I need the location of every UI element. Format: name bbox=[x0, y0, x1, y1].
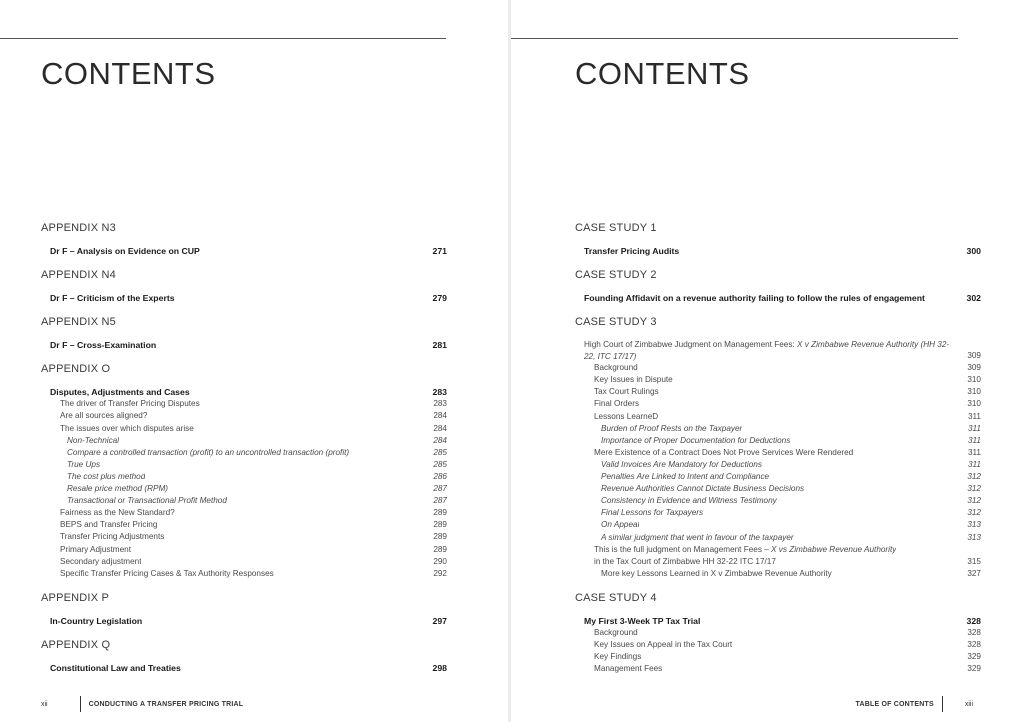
toc-entry[interactable] bbox=[575, 556, 981, 568]
toc-entry[interactable] bbox=[575, 495, 981, 507]
top-rule bbox=[0, 38, 446, 39]
toc-entry-title-text: Dr F – Analysis on Evidence on CUP bbox=[50, 246, 200, 256]
table-of-contents bbox=[41, 221, 447, 674]
toc-entry[interactable] bbox=[41, 447, 447, 459]
toc-entry-page: 289 bbox=[433, 520, 447, 530]
toc-entry[interactable] bbox=[41, 292, 447, 304]
toc-entry-page: 312 bbox=[967, 472, 981, 482]
toc-entry-title bbox=[41, 507, 175, 519]
toc-entry-title bbox=[41, 447, 349, 459]
toc-entry-title-text: Valid Invoices Are Mandatory for Deductions bbox=[601, 459, 762, 469]
toc-entry-title bbox=[41, 459, 100, 471]
toc-entry[interactable] bbox=[41, 507, 447, 519]
toc-entry-page: 311 bbox=[967, 411, 981, 421]
section-heading: APPENDIX N4 bbox=[41, 269, 116, 282]
toc-entry-title-text: Disputes, Adjustments and Cases bbox=[50, 387, 190, 398]
toc-entry-title-text: Specific Transfer Pricing Cases & Tax Authority Responses bbox=[60, 568, 274, 578]
toc-entry-page: 315 bbox=[967, 556, 981, 566]
toc-entry-title-text: More key Lessons Learned in X v Zimbabwe Revenue Authority bbox=[601, 568, 832, 578]
top-rule bbox=[511, 38, 958, 39]
toc-entry[interactable] bbox=[41, 339, 447, 351]
toc-entry-title-text: In-Country Legislation bbox=[50, 615, 143, 626]
toc-entry-page: 279 bbox=[432, 293, 447, 304]
toc-entry-title bbox=[41, 398, 200, 410]
toc-entry-title bbox=[41, 471, 145, 483]
toc-entry[interactable] bbox=[575, 398, 981, 410]
toc-entry[interactable] bbox=[575, 447, 981, 459]
toc-entry[interactable] bbox=[575, 423, 981, 435]
toc-entry[interactable] bbox=[575, 374, 981, 386]
toc-entry-title-text: My First 3-Week TP Tax Trial bbox=[584, 615, 701, 626]
toc-entry-page: 281 bbox=[432, 340, 447, 351]
toc-entry-title bbox=[41, 615, 142, 627]
toc-entry-page: 310 bbox=[967, 375, 981, 385]
toc-entry-title bbox=[575, 651, 641, 663]
page-title: CONTENTS bbox=[575, 56, 750, 91]
toc-entry-page: 283 bbox=[433, 399, 447, 409]
toc-entry-title bbox=[575, 459, 762, 471]
toc-entry-page: 287 bbox=[433, 496, 447, 506]
toc-entry[interactable] bbox=[575, 568, 981, 580]
toc-entry-title-text: Dr F – Criticism of the Experts bbox=[50, 293, 175, 304]
toc-entry-title-text: Key Issues in Dispute bbox=[594, 375, 673, 385]
footer-page-number: xii bbox=[41, 700, 48, 708]
toc-entry-page: 328 bbox=[967, 627, 981, 637]
toc-entry-title-text: A similar judgment that went in favour of the taxpayer bbox=[601, 532, 794, 542]
toc-entry[interactable] bbox=[575, 471, 981, 483]
toc-entry-page: 290 bbox=[433, 556, 447, 566]
toc-entry-title-text: Transactional or Transactional Profit Method bbox=[67, 496, 227, 506]
toc-entry-title bbox=[41, 339, 156, 351]
toc-entry-title bbox=[575, 398, 639, 410]
toc-entry[interactable] bbox=[41, 471, 447, 483]
toc-entry-page: 286 bbox=[433, 471, 447, 481]
toc-entry-title bbox=[575, 411, 658, 423]
toc-entry-title bbox=[575, 544, 896, 556]
toc-entry-title bbox=[41, 495, 227, 507]
section-heading: APPENDIX Q bbox=[41, 638, 111, 651]
toc-entry[interactable] bbox=[575, 651, 981, 663]
toc-entry-title-text: The cost plus method bbox=[67, 471, 146, 481]
toc-entry-title bbox=[575, 568, 832, 580]
toc-entry-title-text: This is the full judgment on Management Fees – bbox=[594, 544, 769, 554]
toc-entry-title bbox=[575, 245, 679, 257]
toc-entry-title-text: Compare a controlled transaction (profit) to an uncontrolled transaction (profit) bbox=[67, 447, 350, 457]
toc-entry-page: 285 bbox=[433, 459, 447, 469]
toc-entry-page: 312 bbox=[967, 484, 981, 494]
toc-entry-title bbox=[575, 639, 732, 651]
toc-entry[interactable] bbox=[575, 386, 981, 398]
footer-divider bbox=[942, 696, 943, 712]
toc-entry-page: 329 bbox=[967, 664, 981, 674]
toc-entry-page: 311 bbox=[967, 459, 981, 469]
section-heading: APPENDIX N5 bbox=[41, 316, 116, 329]
toc-entry-title-text: On Appeal bbox=[601, 520, 640, 530]
toc-entry-page: 327 bbox=[967, 568, 981, 578]
toc-entry[interactable] bbox=[575, 459, 981, 471]
toc-entry-page: 328 bbox=[966, 615, 981, 626]
toc-entry-page: 311 bbox=[967, 435, 981, 445]
toc-entry-page: 292 bbox=[433, 568, 447, 578]
toc-entry-title-text: Final Lessons for Taxpayers bbox=[601, 508, 704, 518]
toc-entry-title bbox=[575, 292, 925, 304]
page-footer bbox=[856, 696, 974, 712]
toc-entry-page: 289 bbox=[433, 532, 447, 542]
toc-entry[interactable] bbox=[575, 507, 981, 519]
toc-entry-page: 284 bbox=[433, 423, 447, 433]
toc-entry[interactable] bbox=[41, 519, 447, 531]
section-heading: APPENDIX O bbox=[41, 363, 111, 376]
toc-entry-page: 284 bbox=[433, 435, 447, 445]
toc-entry-page: 300 bbox=[966, 246, 981, 256]
toc-entry-title bbox=[575, 615, 700, 627]
toc-entry-title-text: Transfer Pricing Adjustments bbox=[60, 532, 165, 542]
page-footer bbox=[41, 696, 243, 712]
toc-entry-title-text: The issues over which disputes arise bbox=[60, 423, 194, 433]
toc-entry-page: 285 bbox=[433, 447, 447, 457]
right-page bbox=[511, 0, 1024, 722]
toc-entry-title-text: Background bbox=[594, 363, 638, 373]
toc-entry-title-text: Revenue Authorities Cannot Dictate Business Decisions bbox=[601, 484, 805, 494]
toc-entry[interactable] bbox=[41, 568, 447, 580]
toc-entry-title-text: Tax Court Rulings bbox=[594, 387, 659, 397]
toc-entry[interactable] bbox=[41, 556, 447, 568]
toc-entry-title bbox=[41, 292, 175, 304]
toc-entry-page: 309 bbox=[967, 351, 981, 361]
toc-entry-page: 287 bbox=[433, 484, 447, 494]
toc-entry[interactable] bbox=[41, 435, 447, 447]
toc-entry-title-text: Resale price method (RPM) bbox=[67, 484, 169, 494]
toc-entry-title-text: Burden of Proof Rests on the Taxpayer bbox=[601, 423, 743, 433]
toc-entry-title bbox=[41, 519, 157, 531]
toc-entry-title-text: BEPS and Transfer Pricing bbox=[60, 520, 158, 530]
toc-entry-title-italic: X v Zimbabwe Revenue Authority (HH 32-22, ITC 17/17) bbox=[584, 340, 950, 361]
section-heading: APPENDIX N3 bbox=[41, 222, 116, 234]
toc-entry-title bbox=[575, 507, 703, 519]
toc-entry-page: 271 bbox=[432, 246, 447, 256]
toc-entry[interactable] bbox=[575, 292, 981, 304]
toc-entry-title bbox=[41, 245, 200, 257]
toc-entry[interactable] bbox=[575, 435, 981, 447]
toc-entry[interactable] bbox=[575, 245, 981, 257]
toc-entry[interactable] bbox=[575, 339, 981, 362]
section-heading: CASE STUDY 4 bbox=[575, 591, 657, 604]
section-heading: CASE STUDY 2 bbox=[575, 269, 657, 282]
toc-entry[interactable] bbox=[575, 411, 981, 423]
toc-entry[interactable] bbox=[575, 544, 981, 556]
toc-entry-title bbox=[41, 410, 147, 422]
toc-entry-title-text: Dr F – Cross-Examination bbox=[50, 340, 157, 351]
toc-entry-title bbox=[575, 471, 769, 483]
toc-entry-title-text: Founding Affidavit on a revenue authority failing to follow the rules of engagement bbox=[584, 293, 925, 304]
toc-entry-page: 328 bbox=[967, 640, 981, 650]
toc-entry-title bbox=[575, 663, 662, 675]
toc-entry-title bbox=[41, 662, 181, 674]
toc-entry-title bbox=[575, 362, 638, 374]
toc-entry-title-text: Management Fees bbox=[594, 664, 663, 674]
toc-entry-title-text: Transfer Pricing Audits bbox=[584, 246, 680, 256]
footer-page-number: xiii bbox=[964, 700, 973, 708]
toc-entry-title-text: Final Orders bbox=[594, 399, 640, 409]
toc-entry-page: 302 bbox=[966, 293, 981, 304]
toc-entry-title bbox=[575, 423, 742, 435]
toc-entry-page: 311 bbox=[967, 447, 981, 457]
toc-entry-title bbox=[575, 447, 853, 459]
toc-entry-title bbox=[41, 531, 164, 543]
toc-entry[interactable] bbox=[575, 627, 981, 639]
toc-entry-title-text: True Ups bbox=[67, 459, 101, 469]
toc-entry-title bbox=[575, 627, 638, 639]
toc-entry-title bbox=[575, 386, 659, 398]
toc-entry-page: 310 bbox=[967, 387, 981, 397]
section-heading: CASE STUDY 1 bbox=[575, 222, 657, 234]
toc-entry-title bbox=[41, 386, 190, 398]
toc-entry[interactable] bbox=[575, 663, 981, 675]
toc-entry-page: 289 bbox=[433, 508, 447, 518]
toc-entry-title bbox=[575, 339, 959, 362]
section-heading: APPENDIX P bbox=[41, 591, 110, 604]
footer-running-title: TABLE OF CONTENTS bbox=[855, 700, 934, 708]
toc-entry[interactable] bbox=[575, 639, 981, 651]
toc-entry-title-text: High Court of Zimbabwe Judgment on Management Fees: bbox=[584, 340, 795, 350]
toc-entry[interactable] bbox=[575, 519, 981, 531]
toc-entry-page: 313 bbox=[967, 520, 981, 530]
toc-entry[interactable] bbox=[575, 532, 981, 544]
toc-entry-title bbox=[575, 374, 673, 386]
footer-running-title: CONDUCTING A TRANSFER PRICING TRIAL bbox=[88, 700, 244, 708]
toc-entry[interactable] bbox=[41, 483, 447, 495]
toc-entry-title-text: Lessons LearneD bbox=[594, 411, 659, 421]
toc-entry-title bbox=[41, 483, 168, 495]
toc-entry[interactable] bbox=[575, 362, 981, 374]
toc-entry[interactable] bbox=[41, 386, 447, 398]
toc-entry[interactable] bbox=[41, 423, 447, 435]
toc-entry-title bbox=[575, 556, 776, 568]
toc-entry-title-text: in the Tax Court of Zimbabwe HH 32-22 ITC 17/17 bbox=[594, 556, 776, 566]
toc-entry-title-text: Primary Adjustment bbox=[60, 544, 131, 554]
toc-entry-title-text: The driver of Transfer Pricing Disputes bbox=[60, 399, 200, 409]
toc-entry-title bbox=[575, 532, 794, 544]
toc-entry[interactable] bbox=[41, 245, 447, 257]
toc-entry-page: 310 bbox=[967, 399, 981, 409]
toc-entry-title bbox=[575, 483, 804, 495]
toc-entry-page: 312 bbox=[967, 508, 981, 518]
toc-entry-page: 283 bbox=[432, 387, 447, 398]
toc-entry-page: 298 bbox=[432, 662, 447, 673]
toc-entry[interactable] bbox=[575, 483, 981, 495]
toc-entry[interactable] bbox=[41, 459, 447, 471]
toc-entry-page: 329 bbox=[967, 652, 981, 662]
toc-entry-title-text: Key Issues on Appeal in the Tax Court bbox=[594, 640, 733, 650]
toc-entry-page: 284 bbox=[433, 411, 447, 421]
toc-entry-page: 312 bbox=[967, 496, 981, 506]
toc-entry-title bbox=[575, 495, 777, 507]
toc-entry-title-text: Importance of Proper Documentation for Deductions bbox=[601, 435, 791, 445]
toc-entry-title bbox=[41, 544, 131, 556]
footer-divider bbox=[80, 696, 81, 712]
toc-entry-title bbox=[41, 423, 194, 435]
toc-entry-title-text: Background bbox=[594, 627, 638, 637]
toc-entry-title bbox=[41, 568, 274, 580]
toc-entry-title-text: Mere Existence of a Contract Does Not Prove Services Were Rendered bbox=[594, 447, 854, 457]
toc-entry[interactable] bbox=[41, 531, 447, 543]
toc-entry-title-text: Key Findings bbox=[594, 652, 642, 662]
toc-entry-title bbox=[575, 519, 639, 531]
toc-entry-title bbox=[41, 556, 141, 568]
toc-entry[interactable] bbox=[41, 410, 447, 422]
toc-entry[interactable] bbox=[41, 398, 447, 410]
left-page bbox=[0, 0, 508, 722]
toc-entry[interactable] bbox=[41, 544, 447, 556]
toc-entry-title-text: Are all sources aligned? bbox=[60, 411, 148, 421]
toc-entry[interactable] bbox=[575, 615, 981, 627]
toc-entry-title-text: Penalties Are Linked to Intent and Compliance bbox=[601, 472, 770, 482]
toc-entry-page: 313 bbox=[967, 532, 981, 542]
table-of-contents bbox=[575, 221, 981, 675]
toc-entry-title-text: Fairness as the New Standard? bbox=[60, 508, 175, 518]
toc-entry-page: 297 bbox=[432, 615, 447, 626]
toc-entry-title-text: Non-Technical bbox=[67, 435, 120, 445]
section-heading: CASE STUDY 3 bbox=[575, 316, 657, 329]
toc-entry-title-text: Secondary adjustment bbox=[60, 556, 142, 566]
toc-entry-page: 309 bbox=[967, 363, 981, 373]
toc-entry-page: 311 bbox=[967, 423, 981, 433]
toc-entry-title-italic: X vs Zimbabwe Revenue Authority bbox=[768, 544, 897, 554]
toc-entry[interactable] bbox=[41, 662, 447, 674]
page-title: CONTENTS bbox=[41, 56, 216, 91]
toc-entry-title-text: Constitutional Law and Treaties bbox=[50, 662, 181, 673]
toc-entry-title bbox=[41, 435, 119, 447]
toc-entry-title-text: Consistency in Evidence and Witness Testimony bbox=[601, 496, 777, 506]
toc-entry-page: 289 bbox=[433, 544, 447, 554]
toc-entry[interactable] bbox=[41, 495, 447, 507]
toc-entry[interactable] bbox=[41, 615, 447, 627]
toc-entry-title bbox=[575, 435, 790, 447]
